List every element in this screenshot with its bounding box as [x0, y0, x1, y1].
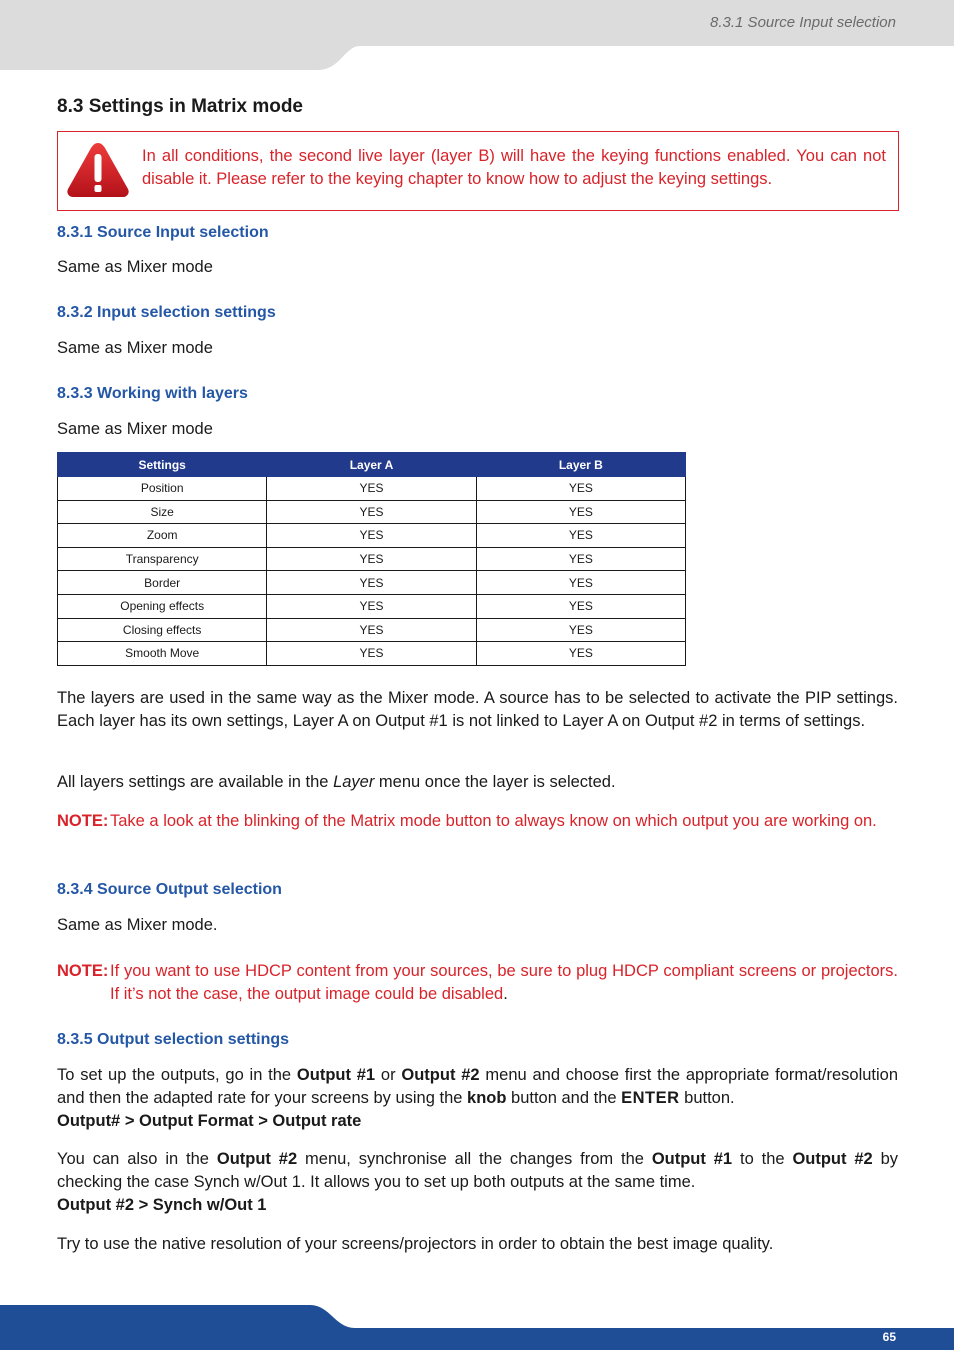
- table-header-row: [58, 453, 686, 477]
- note-text: Take a look at the blinking of the Matrix mode button to always know on which output you are working on.: [110, 812, 877, 830]
- layers-menu-text-post: menu once the layer is selected.: [374, 773, 616, 791]
- layers-paragraph: The layers are used in the same way as the Mixer mode. A source has to be selected to activate the PIP settings. Each layer has its own settings, Layer A on Output #1 is not linked to Layer A on Output #2 in terms of settings.: [57, 689, 898, 730]
- table-row: [58, 642, 686, 666]
- table-cell: YES: [476, 500, 685, 524]
- note-hdcp: [57, 960, 898, 1006]
- subsection-body-831: Same as Mixer mode: [57, 258, 213, 276]
- table-cell: Smooth Move: [58, 642, 267, 666]
- menu-path: [57, 1194, 898, 1217]
- table-cell: YES: [476, 547, 685, 571]
- table-header-cell: Layer B: [476, 453, 685, 477]
- control-name: knob: [467, 1089, 507, 1107]
- table-cell: Size: [58, 500, 267, 524]
- text-run: You can also in the: [57, 1150, 217, 1168]
- table-cell: YES: [476, 594, 685, 618]
- text-run: menu, synchronise all the changes from the: [297, 1150, 652, 1168]
- table-row: [58, 524, 686, 548]
- header-band: [0, 0, 954, 70]
- subsection-title-833: 8.3.3 Working with layers: [57, 385, 248, 402]
- note-tail: .: [503, 985, 508, 1003]
- running-header: 8.3.1 Source Input selection: [710, 14, 896, 31]
- table-cell: YES: [267, 571, 476, 595]
- warning-text: In all conditions, the second live layer (layer B) will have the keying functions enabled. You can not disable it. Please refer to the keying chapter to know how to adjust the keying settings.: [142, 147, 886, 188]
- menu-name: Output #2: [792, 1150, 873, 1168]
- subsection-title-832: 8.3.2 Input selection settings: [57, 304, 276, 321]
- subsection-body-832: Same as Mixer mode: [57, 339, 213, 357]
- page-number: 65: [882, 1330, 896, 1344]
- table-cell: YES: [267, 594, 476, 618]
- menu-name: Output #2: [401, 1066, 480, 1084]
- text-run: by checking the case Synch w/Out 1. It allows you to set up both outputs at the same time.: [57, 1150, 899, 1191]
- output-setup-paragraph: [57, 1064, 898, 1110]
- table-row: [58, 618, 686, 642]
- table-cell: YES: [476, 571, 685, 595]
- table-cell: YES: [476, 477, 685, 501]
- table-cell: Opening effects: [58, 594, 267, 618]
- layer-menu-name: Layer: [333, 773, 375, 791]
- control-name: ENTER: [621, 1089, 680, 1107]
- table-row: [58, 500, 686, 524]
- native-resolution-paragraph: Try to use the native resolution of your screens/projectors in order to obtain the best image quality.: [57, 1235, 774, 1253]
- menu-path-text: Output #2 > Synch w/Out 1: [57, 1196, 267, 1214]
- layers-menu-paragraph: [57, 771, 898, 794]
- text-run: menu and choose first the appropriate format/resolution and then the adapted rate for your screens by using the: [57, 1066, 899, 1107]
- table-cell: YES: [267, 642, 476, 666]
- text-run: button and the: [506, 1089, 622, 1107]
- table-cell: Transparency: [58, 547, 267, 571]
- text-run: button.: [679, 1089, 735, 1107]
- subsection-body-833: Same as Mixer mode: [57, 420, 213, 438]
- note-matrix-button: [57, 810, 898, 833]
- layer-settings-table: [57, 452, 686, 666]
- table-row: [58, 477, 686, 501]
- warning-box: [57, 131, 899, 211]
- table-row: [58, 594, 686, 618]
- note-label: NOTE:: [57, 962, 109, 980]
- table-cell: YES: [267, 547, 476, 571]
- synch-paragraph: [57, 1148, 898, 1194]
- text-run: or: [375, 1066, 402, 1084]
- note-text: If you want to use HDCP content from your sources, be sure to plug HDCP compliant screens or projectors. If it’s not the case, the output image could be disabled: [110, 962, 898, 1003]
- table-cell: YES: [267, 618, 476, 642]
- table-cell: Closing effects: [58, 618, 267, 642]
- layers-menu-text-pre: All layers settings are available in the: [57, 773, 334, 791]
- warning-triangle-icon: [65, 140, 131, 200]
- table-cell: Zoom: [58, 524, 267, 548]
- note-label: NOTE:: [57, 812, 109, 830]
- table-cell: Border: [58, 571, 267, 595]
- menu-name: Output #1: [651, 1150, 733, 1168]
- table-cell: YES: [267, 477, 476, 501]
- section-title: 8.3 Settings in Matrix mode: [57, 96, 303, 117]
- menu-path: [57, 1110, 898, 1133]
- table-cell: YES: [476, 642, 685, 666]
- table-cell: YES: [476, 618, 685, 642]
- footer-band: [0, 1300, 954, 1350]
- text-run: To set up the outputs, go in the: [57, 1066, 297, 1084]
- table-header-cell: Settings: [58, 453, 267, 477]
- table-cell: Position: [58, 477, 267, 501]
- text-run: to the: [732, 1150, 793, 1168]
- menu-name: Output #2: [216, 1150, 298, 1168]
- table-row: [58, 547, 686, 571]
- table-cell: YES: [267, 500, 476, 524]
- table-row: [58, 571, 686, 595]
- subsection-title-831: 8.3.1 Source Input selection: [57, 224, 269, 241]
- table-header-cell: Layer A: [267, 453, 476, 477]
- subsection-title-834: 8.3.4 Source Output selection: [57, 881, 282, 898]
- menu-path-text: Output# > Output Format > Output rate: [57, 1112, 362, 1130]
- subsection-body-834: Same as Mixer mode.: [57, 916, 218, 934]
- subsection-title-835: 8.3.5 Output selection settings: [57, 1031, 290, 1048]
- menu-name: Output #1: [296, 1066, 376, 1084]
- table-cell: YES: [267, 524, 476, 548]
- table-cell: YES: [476, 524, 685, 548]
